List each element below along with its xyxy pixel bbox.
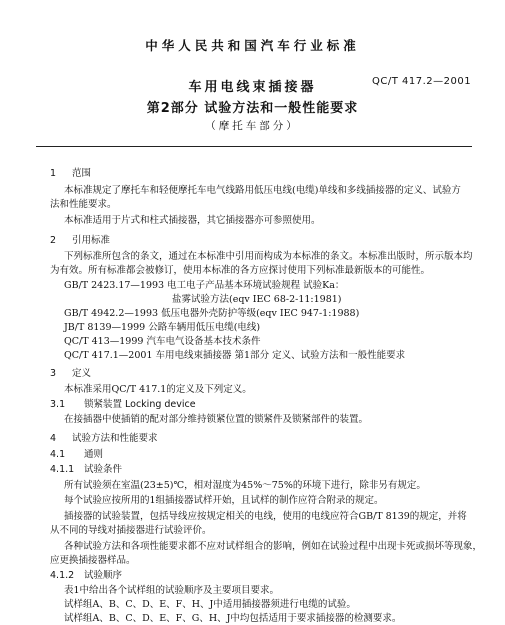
section-4-1-2-heading: 4.1.2 试验顺序 <box>50 570 123 581</box>
document-subtitle: （摩托车部分） <box>205 120 300 132</box>
header-divider <box>36 146 472 147</box>
section-3-1-text: 在接插器中使插销的配对部分维持锁紧位置的锁紧件及锁紧部件的装置。 <box>64 414 369 425</box>
section-4-1-heading: 4.1 通则 <box>50 449 104 460</box>
reference-item: 盐雾试验方法(eqv IEC 68-2-11:1981) <box>172 294 342 305</box>
section-4-paragraph-cont: 从不同的导线对插接器进行试验评价。 <box>50 525 212 536</box>
section-3-1-heading: 3.1 锁紧装置 Locking device <box>50 399 196 410</box>
section-2-heading: 2 引用标准 <box>50 235 111 246</box>
section-2-paragraph-1-cont: 为有效。所有标准都会被修订，使用本标准的各方应探讨使用下列标准最新版本的可能性。 <box>50 265 431 276</box>
reference-item: QC/T 413—1999 汽车电气设备基本技术条件 <box>64 336 261 347</box>
document-part-title: 第2部分 试验方法和一般性能要求 <box>146 101 359 116</box>
section-1-paragraph-2: 本标准适用于片式和柱式插接器，其它插接器亦可参照使用。 <box>64 215 321 226</box>
document-title: 车用电线束插接器 <box>188 80 317 95</box>
standard-category-header: 中华人民共和国汽车行业标准 <box>145 38 360 53</box>
section-4-paragraph: 各种试验方法和各项性能要求都不应对试样组合的影响，例如在试验过程中出现卡死或损坏等现象， <box>64 541 483 552</box>
section-2-paragraph-1: 下列标准所包含的条文，通过在本标准中引用而构成为本标准的条文。本标准出版时，所示版本均 <box>64 251 473 262</box>
section-1-paragraph-1: 本标准规定了摩托车和轻便摩托车电气线路用低压电线(电缆)单线和多线插接器的定义、试验方 <box>64 185 461 196</box>
section-3-paragraph: 本标准采用QC/T 417.1的定义及下列定义。 <box>64 384 252 395</box>
section-4-paragraph: 试样组A、B、C、D、E、F、H、J中适用插接器须进行电缆的试验。 <box>64 599 356 610</box>
section-4-paragraph: 插接器的试验装置，包括导线应按规定相关的电线，使用的电线应符合GB/T 8139的规定，并将 <box>64 511 467 522</box>
section-1-heading: 1 范围 <box>50 168 92 179</box>
section-4-paragraph: 试样组A、B、C、D、E、F、G、H、J中均包括适用于要求插接器的检测要求。 <box>64 613 402 624</box>
reference-item: GB/T 2423.17—1993 电工电子产品基本环境试验规程 试验Ka： <box>64 280 345 291</box>
section-4-paragraph-cont: 应更换插接器样品。 <box>50 555 136 566</box>
section-4-paragraph: 所有试验须在室温(23±5)℃，相对湿度为45%～75%的环境下进行，除非另有规定。 <box>64 480 426 491</box>
reference-item: JB/T 8139—1999 公路车辆用低压电缆(电线) <box>64 322 261 333</box>
section-1-paragraph-1-cont: 法和性能要求。 <box>50 199 117 210</box>
section-4-paragraph: 表1中给出各个试样组的试验顺序及主要项目要求。 <box>64 585 280 596</box>
document-code: QC/T 417.2—2001 <box>372 76 472 87</box>
reference-item: QC/T 417.1—2001 车用电线束插接器 第1部分 定义、试验方法和一般性能要求 <box>64 350 406 361</box>
reference-item: GB/T 4942.2—1993 低压电器外壳防护等级(eqv IEC 947-1:1988) <box>64 308 360 319</box>
section-4-paragraph: 每个试验应按所用的1组插接器试样开始，且试样的制作应符合附录的规定。 <box>64 495 384 506</box>
section-4-heading: 4 试验方法和性能要求 <box>50 433 158 444</box>
section-4-1-1-heading: 4.1.1 试验条件 <box>50 464 123 475</box>
section-3-heading: 3 定义 <box>50 368 92 379</box>
